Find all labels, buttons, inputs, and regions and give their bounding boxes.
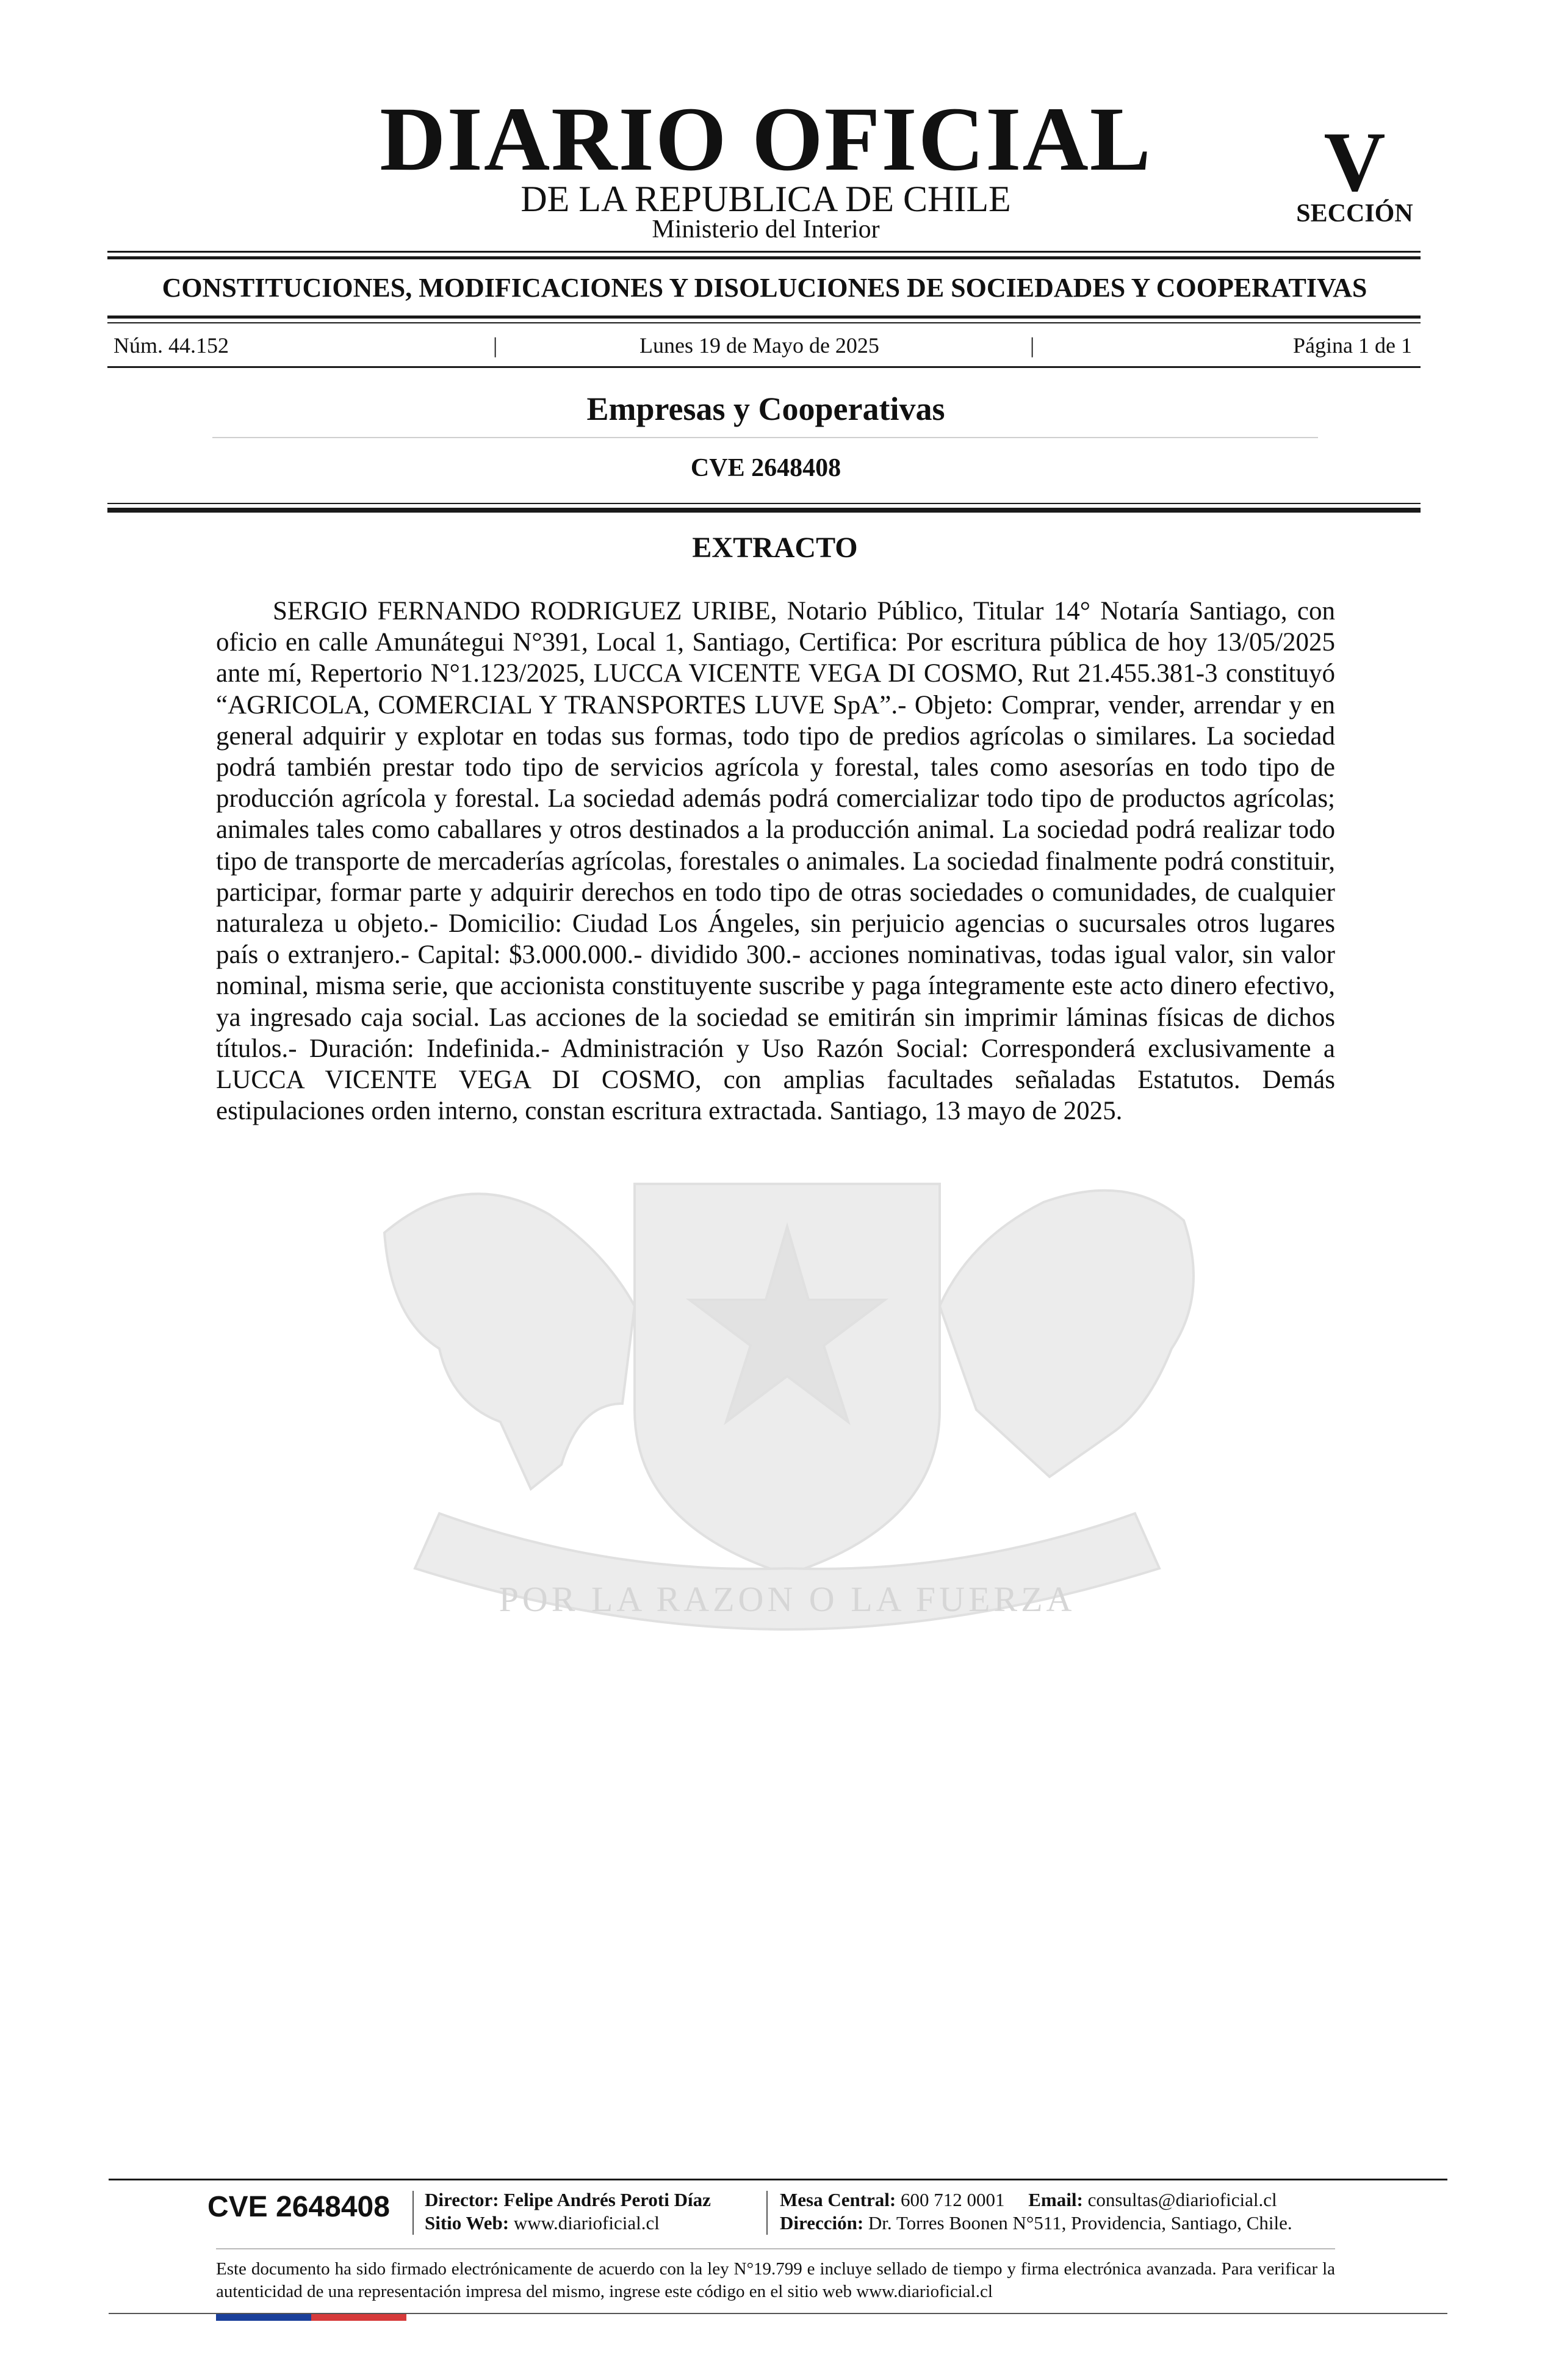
rule-content-thick	[107, 508, 1421, 513]
footer-website: Sitio Web: www.diarioficial.cl	[425, 2212, 660, 2234]
meta-separator: |	[493, 333, 498, 358]
flag-stripe-blue	[216, 2314, 311, 2321]
footer-director: Director: Felipe Andrés Peroti Díaz	[425, 2189, 711, 2210]
rule-category-thin	[107, 322, 1421, 323]
rule-section	[212, 437, 1318, 438]
category-title: CONSTITUCIONES, MODIFICACIONES Y DISOLUCIONES DE SOCIEDADES Y COOPERATIVAS	[162, 273, 1367, 303]
motto-text: POR LA RAZON O LA FUERZA	[499, 1579, 1076, 1619]
rule-content-thin	[107, 503, 1421, 504]
coat-of-arms-watermark	[317, 1147, 1257, 1672]
meta-separator: |	[1030, 333, 1035, 358]
footer-website-link[interactable]: www.diarioficial.cl	[513, 2212, 660, 2234]
issue-date: Lunes 19 de Mayo de 2025	[639, 333, 879, 358]
footer-legal-notice: Este documento ha sido firmado electrónicamente de acuerdo con la ley N°19.799 e incluye sellado de tiempo y firma electrónica avanzada. Para verificar la autenticidad de una representación impresa del mismo, ingrese este código en el sitio web www.diarioficial.cl	[216, 2259, 1335, 2301]
newspaper-title: DIARIO OFICIAL	[380, 88, 1152, 190]
newspaper-subtitle: DE LA REPUBLICA DE CHILE	[520, 179, 1011, 219]
footer-email-link[interactable]: consultas@diarioficial.cl	[1087, 2189, 1277, 2210]
footer-contact: Mesa Central: 600 712 0001 Email: consultas@diarioficial.cl	[780, 2189, 1277, 2210]
rule-top-thin	[107, 251, 1421, 253]
ministry-label: Ministerio del Interior	[652, 215, 880, 243]
extract-body: SERGIO FERNANDO RODRIGUEZ URIBE, Notario Público, Titular 14° Notaría Santiago, con oficio en calle Amunátegui N°391, Local 1, Santiago, Certifica: Por escritura pública de hoy 13/05/2025 ante mí, Repertorio N°1.123/2025, LUCCA VICENTE VEGA DI COSMO, Rut 21.455.381-3 constituyó “AGRICOLA, COMERCIAL Y TRANSPORTES LUVE SpA”.- Objeto: Comprar, vender, arrendar y en general adquirir y explotar en todas sus formas, todo tipo de predios agrícolas o similares. La sociedad podrá también prestar todo tipo de servicios agrícola y forestal, tales como asesorías en todo tipo de producción agrícola y forestal. La sociedad además podrá comercializar todo tipo de productos agrícolas; animales tales como caballares y otros destinados a la producción animal. La sociedad podrá realizar todo tipo de transporte de mercaderías agrícolas, forestales o animales. La sociedad finalmente podrá constituir, participar, formar parte y adquirir derechos en todo tipo de otras sociedades o comunidades, de cualquier naturaleza u objeto.- Domicilio: Ciudad Los Ángeles, sin perjuicio agencias o sucursales otros lugares país o extranjero.- Capital: $3.000.000.- dividido 300.- acciones nominativas, todas igual valor, sin valor nominal, misma serie, que accionista constituyente suscribe y paga íntegramente este acto dinero efectivo, ya ingresado caja social. Las acciones de la sociedad se emitirán sin imprimir láminas físicas de dichos títulos.- Duración: Indefinida.- Administración y Uso Razón Social: Corresponderá exclusivamente a LUCCA VICENTE VEGA DI COSMO, con amplias facultades señaladas Estatutos. Demás estipulaciones orden interno, constan escritura extractada. Santiago, 13 mayo de 2025.	[216, 597, 1335, 1126]
section-title: Empresas y Cooperativas	[586, 391, 945, 427]
rule-top-thick	[107, 256, 1421, 259]
issue-number: Núm. 44.152	[113, 333, 229, 358]
rule-meta	[107, 366, 1421, 368]
rule-category-thick	[107, 316, 1421, 319]
page-indicator: Página 1 de 1	[1293, 333, 1412, 358]
section-letter: V	[1324, 115, 1386, 209]
footer-cve-code: CVE 2648408	[207, 2191, 390, 2223]
footer-divider	[766, 2191, 768, 2235]
footer-rule-top	[109, 2179, 1447, 2180]
extract-title: EXTRACTO	[692, 532, 858, 564]
footer-rule-mid	[216, 2248, 1335, 2249]
section-word: SECCIÓN	[1296, 200, 1413, 228]
footer-address: Dirección: Dr. Torres Boonen N°511, Providencia, Santiago, Chile.	[780, 2212, 1292, 2234]
cve-code: CVE 2648408	[690, 454, 841, 482]
flag-stripe-red	[311, 2314, 406, 2321]
footer-divider	[412, 2191, 414, 2235]
